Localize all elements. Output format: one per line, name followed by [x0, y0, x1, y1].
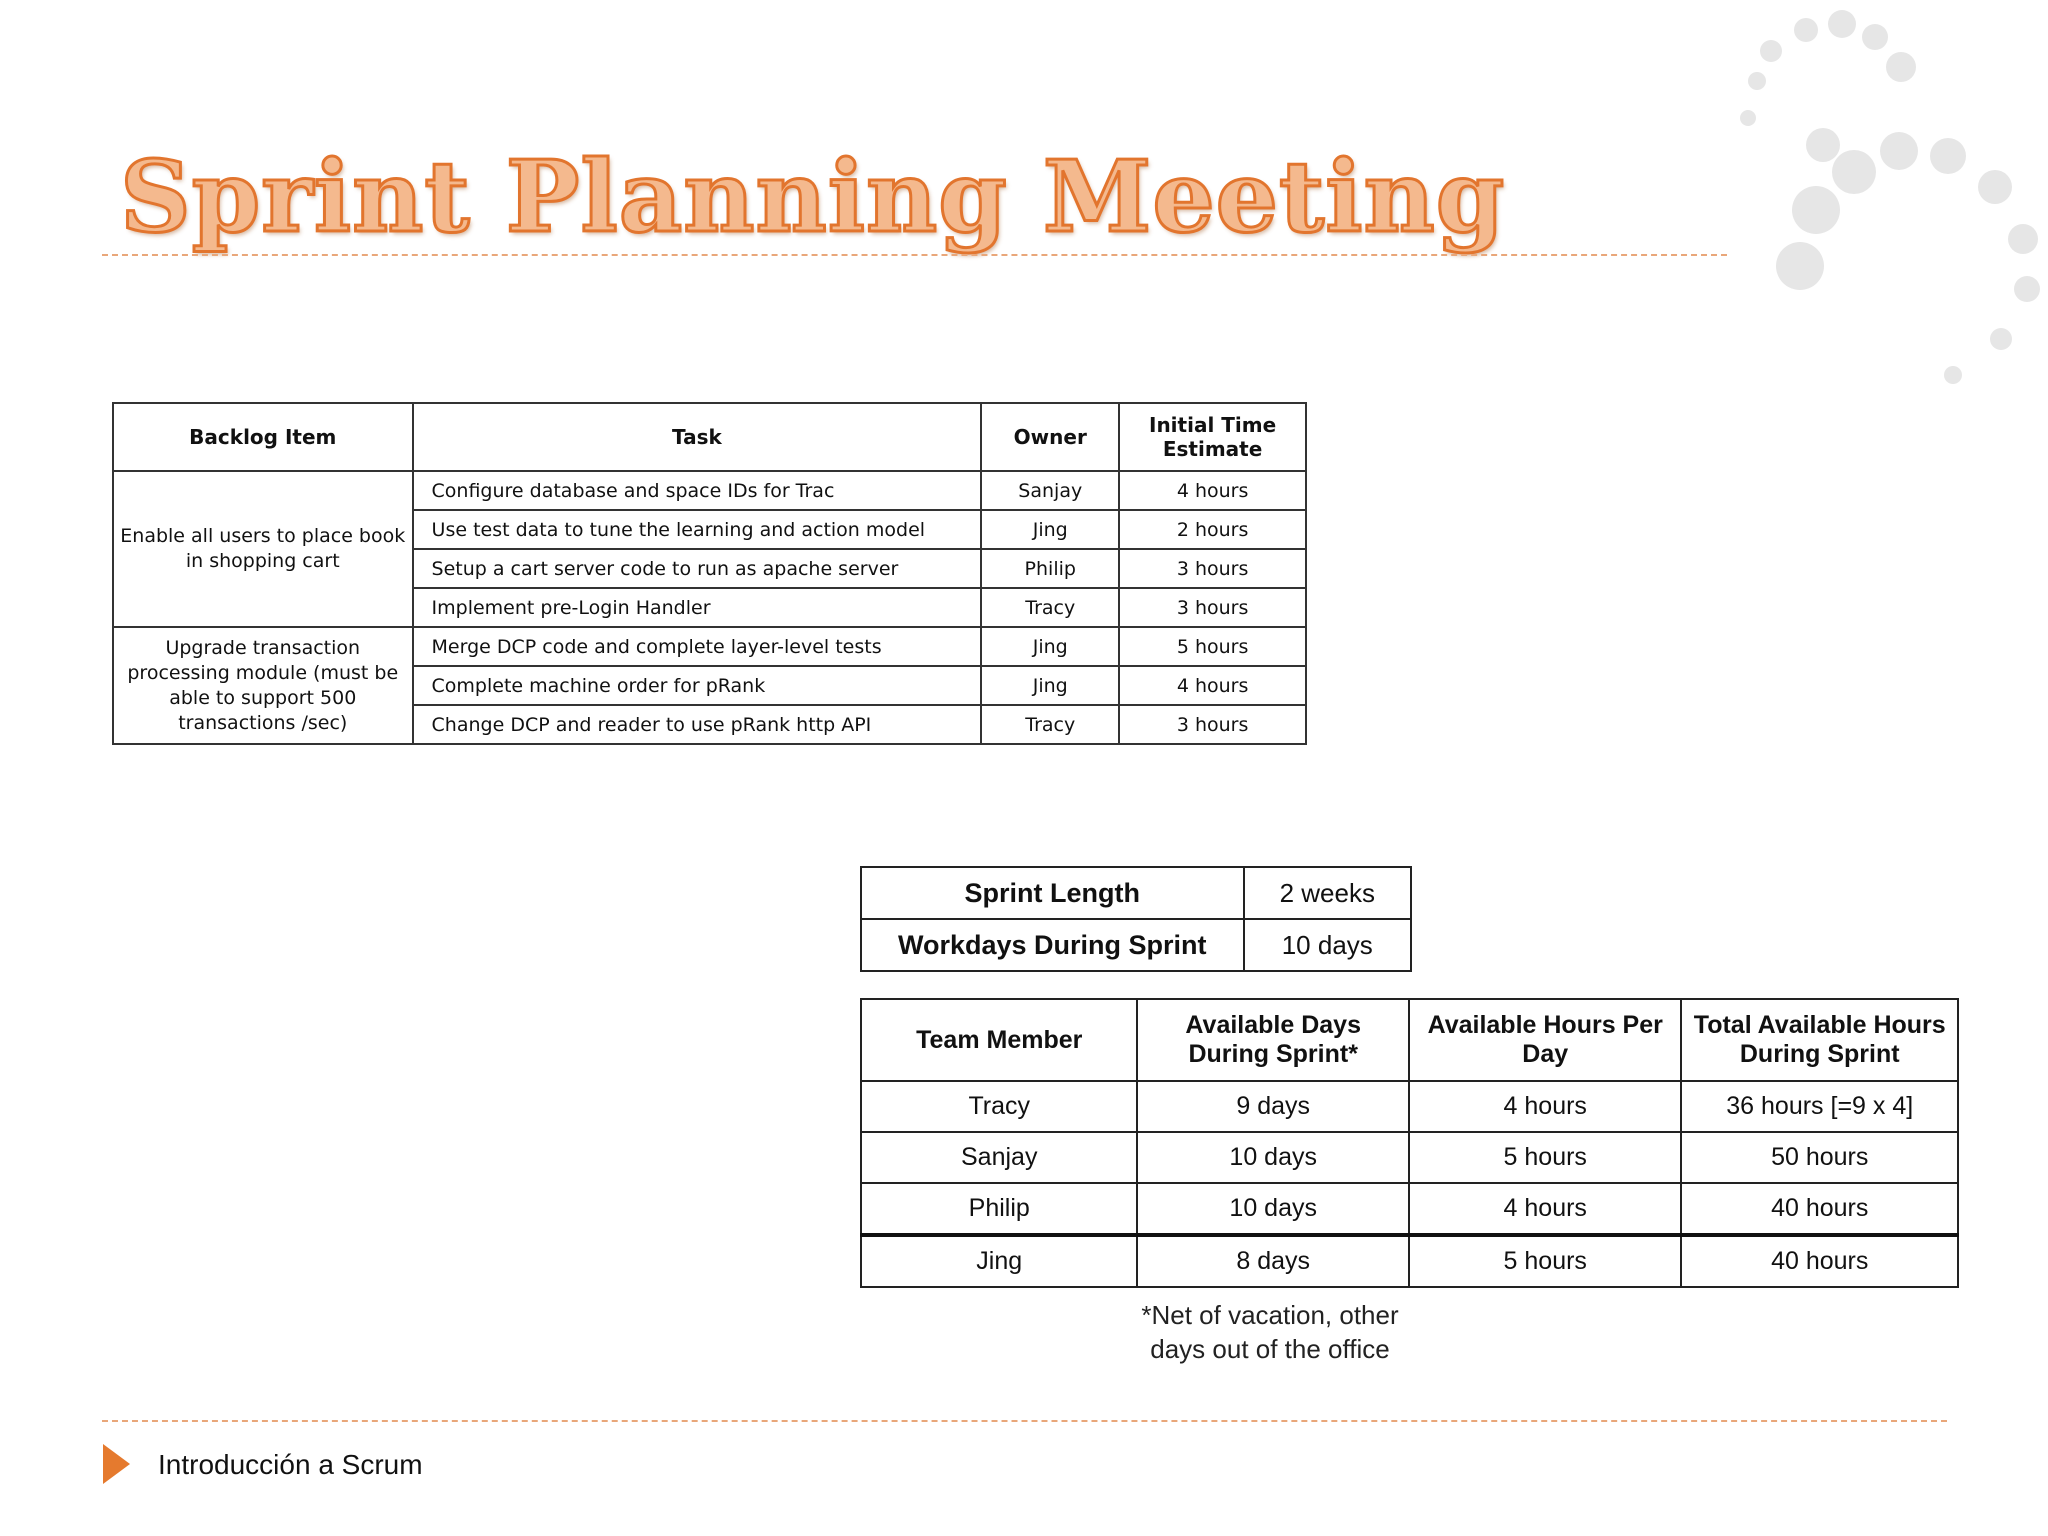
owner-cell: Jing [981, 666, 1119, 705]
task-cell: Setup a cart server code to run as apache server [413, 549, 982, 588]
header-available-days: Available Days During Sprint* [1137, 999, 1409, 1081]
sprint-length-value: 2 weeks [1244, 867, 1411, 919]
header-hours-per-day: Available Hours Per Day [1409, 999, 1682, 1081]
estimate-cell: 3 hours [1119, 588, 1306, 627]
days-cell: 8 days [1137, 1235, 1409, 1287]
table-row [861, 867, 1411, 919]
days-cell: 10 days [1137, 1183, 1409, 1235]
days-cell: 9 days [1137, 1081, 1409, 1132]
hours-cell: 4 hours [1409, 1183, 1682, 1235]
total-cell: 40 hours [1681, 1235, 1958, 1287]
table-header-row [861, 999, 1958, 1081]
hours-cell: 4 hours [1409, 1081, 1682, 1132]
task-cell: Use test data to tune the learning and action model [413, 510, 982, 549]
task-cell: Implement pre-Login Handler [413, 588, 982, 627]
footer-label: Introducción a Scrum [158, 1449, 423, 1480]
backlog-item-cell: Upgrade transaction processing module (must be able to support 500 transactions /sec) [113, 627, 413, 744]
sprint-length-label: Sprint Length [861, 867, 1244, 919]
owner-cell: Jing [981, 510, 1119, 549]
table-row [861, 1132, 1958, 1183]
workdays-label: Workdays During Sprint [861, 919, 1244, 971]
header-backlog-item: Backlog Item [113, 403, 413, 471]
header-estimate: Initial Time Estimate [1119, 403, 1306, 471]
task-cell: Configure database and space IDs for Trac [413, 471, 982, 510]
header-task: Task [413, 403, 982, 471]
footnote: *Net of vacation, other days out of the office [1141, 1300, 1399, 1364]
table-row [861, 919, 1411, 971]
estimate-cell: 3 hours [1119, 549, 1306, 588]
team-capacity-table [860, 998, 1959, 1288]
workdays-value: 10 days [1244, 919, 1411, 971]
estimate-cell: 4 hours [1119, 471, 1306, 510]
owner-cell: Sanjay [981, 471, 1119, 510]
total-cell: 50 hours [1681, 1132, 1958, 1183]
sprint-info-table [860, 866, 1412, 972]
estimate-cell: 4 hours [1119, 666, 1306, 705]
estimate-cell: 3 hours [1119, 705, 1306, 744]
slide-title: Sprint Planning Meeting [120, 140, 1506, 255]
task-cell: Complete machine order for pRank [413, 666, 982, 705]
table-row [861, 1183, 1958, 1235]
header-team-member: Team Member [861, 999, 1137, 1081]
table-header-row [113, 403, 1306, 471]
owner-cell: Philip [981, 549, 1119, 588]
header-total-hours: Total Available Hours During Sprint [1681, 999, 1958, 1081]
task-cell: Change DCP and reader to use pRank http API [413, 705, 982, 744]
play-arrow-icon [103, 1444, 130, 1484]
table-row [113, 627, 1306, 666]
member-cell: Philip [861, 1183, 1137, 1235]
hours-cell: 5 hours [1409, 1235, 1682, 1287]
title-divider [102, 254, 1727, 256]
table-row [861, 1081, 1958, 1132]
total-cell: 40 hours [1681, 1183, 1958, 1235]
footer-divider [102, 1420, 1947, 1422]
table-row [113, 471, 1306, 510]
estimate-cell: 2 hours [1119, 510, 1306, 549]
owner-cell: Tracy [981, 705, 1119, 744]
member-cell: Jing [861, 1235, 1137, 1287]
header-owner: Owner [981, 403, 1119, 471]
backlog-table [112, 402, 1307, 745]
owner-cell: Jing [981, 627, 1119, 666]
owner-cell: Tracy [981, 588, 1119, 627]
backlog-item-cell: Enable all users to place book in shopping cart [113, 471, 413, 627]
member-cell: Sanjay [861, 1132, 1137, 1183]
estimate-cell: 5 hours [1119, 627, 1306, 666]
task-cell: Merge DCP code and complete layer-level tests [413, 627, 982, 666]
days-cell: 10 days [1137, 1132, 1409, 1183]
total-cell: 36 hours [=9 x 4] [1681, 1081, 1958, 1132]
member-cell: Tracy [861, 1081, 1137, 1132]
hours-cell: 5 hours [1409, 1132, 1682, 1183]
table-row [861, 1235, 1958, 1287]
